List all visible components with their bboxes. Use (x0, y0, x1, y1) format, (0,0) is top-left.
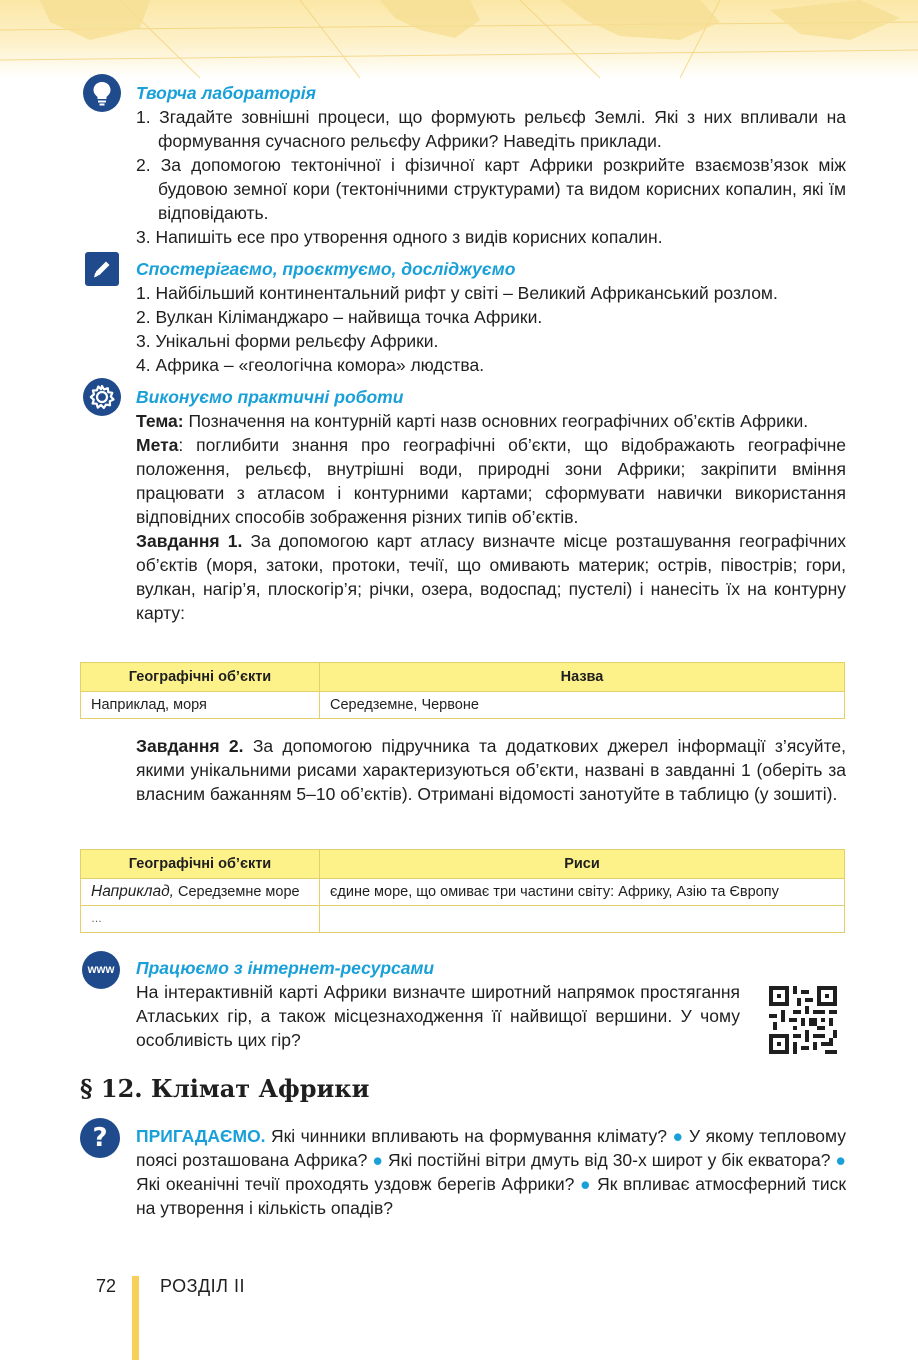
question-icon: ? (80, 1118, 120, 1158)
example-label: Наприклад, (91, 883, 174, 900)
creative-lab-title: Творча лабораторія (136, 83, 316, 103)
recall-question: Які постійні вітри дмуть від 30-х широт у бік екватора? (383, 1150, 836, 1170)
pencil-icon (85, 252, 119, 286)
observe-title: Спостерігаємо, проєктуємо, досліджуємо (136, 259, 516, 279)
recall-question: Які океанічні течії проходять уздовж берегів Африки? (136, 1174, 581, 1194)
recall-question: У якому тепловому поясі розташована Африка? (136, 1126, 847, 1170)
recall-question: Як впливає атмосферний тиск на утворення і кількість опадів? (136, 1174, 847, 1218)
goal-text: : поглибити знання про географічні об’єкти, що відображають географічне положення, рельєф, внутрішні води, природні зони Африки; закріпити вміння працювати з атласом і контурними картами; сформувати навички використання відповідних способів зображення різних типів об’єктів. (136, 435, 846, 527)
table-header-cell: Географічні об’єкти (81, 663, 320, 692)
practice-theme (136, 409, 846, 433)
table-cell: … (81, 906, 320, 933)
table-cell: Наприклад, моря (81, 692, 320, 719)
task1-text: За допомогою карт атласу визначте місце розташування географічних об’єктів (моря, затоки, протоки, течії, що омивають материк; острів, півострів; гори, вулкан, нагір’я, плоскогір’я; річки, озера, водоспад; пустелі) і нанесіть їх на контурну карту: (136, 531, 847, 623)
practice-task2 (136, 734, 846, 806)
recall-section (136, 1124, 846, 1220)
example-value: Середземне море (173, 884, 300, 900)
table-row (81, 879, 845, 906)
table-header-cell: Риси (320, 850, 845, 879)
list-item: 1. Найбільший континентальний рифт у світі – Великий Африканський розлом. (136, 283, 778, 303)
practice-title: Виконуємо практичні роботи (136, 387, 404, 407)
bullet-icon: ● (580, 1174, 592, 1194)
list-item: 4. Африка – «геологічна комора» людства. (136, 355, 485, 375)
task2-section (136, 734, 846, 806)
header-map-band (0, 0, 918, 78)
map-decoration (0, 0, 918, 78)
internet-title: Працюємо з інтернет-ресурсами (136, 958, 435, 978)
gear-icon (83, 378, 121, 416)
task1-label: Завдання 1. (136, 531, 243, 551)
table-objects-names (80, 662, 845, 719)
creative-lab-section (136, 82, 846, 249)
task2-label: Завдання 2. (136, 736, 244, 756)
lightbulb-icon (83, 74, 121, 112)
table-cell: Середземне, Червоне (320, 692, 845, 719)
practice-section (136, 386, 846, 625)
internet-section (136, 957, 740, 1052)
page-title: § 12. Клімат Африки (80, 1074, 370, 1103)
recall-text (136, 1124, 846, 1220)
table-row (81, 906, 845, 933)
observe-list (136, 281, 846, 377)
bullet-icon: ● (835, 1150, 846, 1170)
page-number: 72 (96, 1276, 117, 1296)
www-icon: www (82, 951, 120, 989)
practice-task1 (136, 529, 846, 625)
creative-lab-list (136, 105, 846, 249)
list-item: 1. Згадайте зовнішні процеси, що формують рельєф Землі. Які з них впливали на формування сучасного рельєфу Африки? Наведіть приклади. (136, 107, 846, 151)
bullet-icon: ● (672, 1126, 684, 1146)
table-header-cell: Назва (320, 663, 845, 692)
list-item: 3. Напишіть есе про утворення одного з видів корисних копалин. (136, 227, 663, 247)
task2-text: За допомогою підручника та додаткових джерел інформації з’ясуйте, якими унікальними рисами характеризуються об’єкти, названі в завданні 1 (оберіть за власним бажанням 5–10 об’єктів). Отримані відомості занотуйте в таблицю (у зошиті). (136, 736, 846, 804)
table-header-cell: Географічні об’єкти (81, 850, 320, 879)
recall-label: ПРИГАДАЄМО. (136, 1126, 266, 1146)
goal-label: Мета (136, 435, 179, 455)
theme-text: Позначення на контурній карті назв основних географічних об’єктів Африки. (183, 411, 809, 431)
theme-label: Тема: (136, 411, 184, 431)
list-item: 3. Унікальні форми рельєфу Африки. (136, 331, 439, 351)
table-cell (320, 906, 845, 933)
table-cell (81, 879, 320, 906)
table-objects-features (80, 849, 845, 933)
qr-code[interactable] (769, 986, 837, 1054)
table-row (81, 692, 845, 719)
table-cell: єдине море, що омиває три частини світу: Африку, Азію та Європу (320, 879, 845, 906)
observe-section (136, 258, 846, 377)
footer-section-label: РОЗДІЛ II (160, 1276, 245, 1296)
footer-divider (132, 1276, 139, 1360)
practice-goal (136, 433, 846, 529)
table-header-row (81, 663, 845, 692)
recall-question: Які чинники впливають на формування клімату? (265, 1126, 673, 1146)
bullet-icon: ● (372, 1150, 384, 1170)
list-item: 2. Вулкан Кіліманджаро – найвища точка Африки. (136, 307, 543, 327)
table-header-row (81, 850, 845, 879)
internet-text: На інтерактивній карті Африки визначте широтний напрямок простягання Атлаських гір, а також місцезнаходження її найвищої вершини. У чому особливість цих гір? (136, 982, 740, 1050)
list-item: 2. За допомогою тектонічної і фізичної карт Африки розкрийте взаємозв’язок між будовою земної кори (тектонічними структурами) та видом корисних копалин, які їм відповідають. (136, 155, 846, 223)
